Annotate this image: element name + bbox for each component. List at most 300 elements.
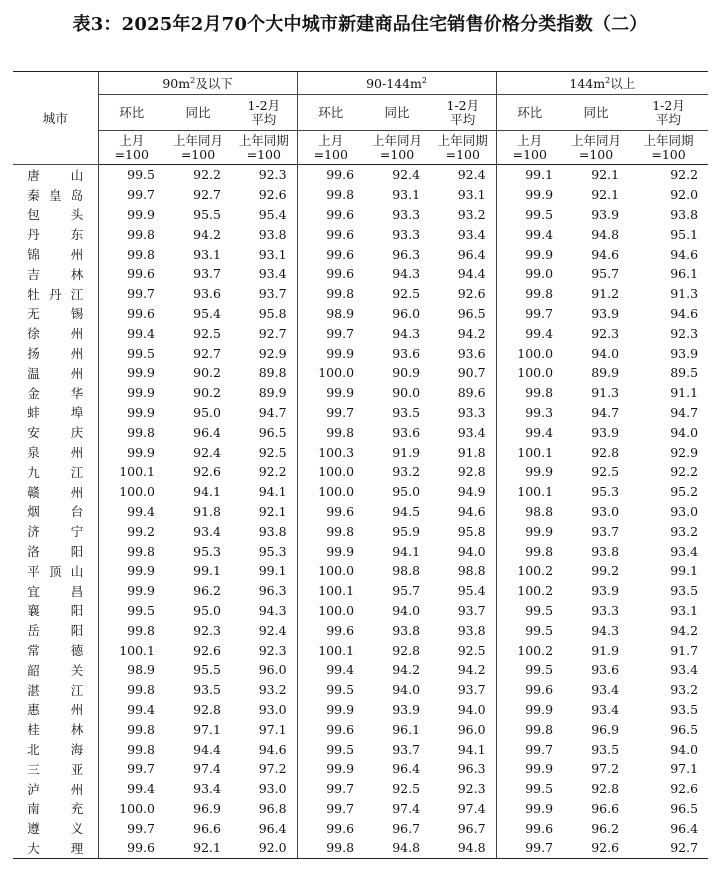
city-cell: [13, 700, 98, 720]
index-value-cell: 95.3: [591, 484, 620, 500]
index-value-cell: 99.9: [496, 799, 563, 819]
index-value-cell: 94.2: [670, 622, 699, 638]
city-cell: [13, 284, 98, 304]
index-value-cell: 99.7: [297, 323, 364, 343]
index-value-cell: 93.9: [591, 305, 620, 321]
index-value-cell: 93.0: [591, 503, 620, 519]
index-value-cell: 94.7: [258, 404, 287, 420]
index-value-cell: 96.4: [392, 761, 421, 777]
table-row: [13, 165, 708, 185]
base-period: 上月: [517, 132, 543, 148]
index-value-cell: 99.8: [297, 284, 364, 304]
city-cell: [13, 561, 98, 581]
city-name: 南 充: [27, 801, 84, 817]
index-value-cell: 94.0: [591, 345, 620, 361]
index-value-cell: 96.1: [670, 266, 699, 282]
city-cell: [13, 739, 98, 759]
table-row: [13, 482, 708, 502]
index-value-cell: 92.6: [563, 838, 629, 858]
index-value-cell: 99.9: [98, 403, 165, 423]
index-value-cell: 99.2: [591, 563, 620, 579]
index-value-cell: 99.6: [297, 502, 364, 522]
index-value-cell: 93.8: [258, 226, 287, 242]
index-value-cell: 94.4: [457, 266, 486, 282]
subcolumn-name: 环比: [119, 104, 145, 120]
index-value-cell: 100.1: [297, 640, 364, 660]
city-name: 遵 义: [27, 821, 84, 837]
index-value-cell: 99.6: [98, 838, 165, 858]
city-cell: [13, 620, 98, 640]
index-value-cell: 89.8: [258, 365, 287, 381]
index-value-cell: 93.8: [258, 523, 287, 539]
index-value-cell: 99.1: [193, 563, 221, 579]
subcolumn-base: [563, 131, 629, 165]
index-value-cell: 96.8: [258, 800, 287, 816]
index-value-cell: 93.1: [392, 187, 421, 203]
table-row: [13, 343, 708, 363]
index-value-cell: 97.1: [258, 721, 287, 737]
table-body: [13, 165, 708, 859]
index-value-cell: 92.2: [193, 167, 221, 183]
city-cell: [13, 759, 98, 779]
city-cell: [13, 422, 98, 442]
city-name: 平顶山: [27, 563, 84, 579]
index-value-cell: 95.4: [258, 206, 287, 222]
index-value-cell: 92.6: [670, 781, 699, 797]
index-value-cell: 99.7: [496, 304, 563, 324]
index-value-cell: 96.0: [392, 305, 421, 321]
base-period: 上月: [318, 132, 344, 148]
group-header-small: [98, 72, 297, 95]
city-name: 宜 昌: [27, 583, 84, 599]
index-value-cell: 96.4: [258, 820, 287, 836]
index-value-cell: 94.0: [392, 602, 421, 618]
index-value-cell: 89.9: [258, 385, 287, 401]
index-value-cell: 100.0: [496, 343, 563, 363]
city-name: 无 锡: [27, 306, 84, 322]
index-value-cell: 90.2: [193, 385, 221, 401]
index-value-cell: 92.3: [258, 642, 287, 658]
index-value-cell: 95.7: [392, 583, 421, 599]
index-value-cell: 100.1: [98, 640, 165, 660]
index-value-cell: 99.1: [258, 563, 287, 579]
subcolumn-base: [231, 131, 297, 165]
index-value-cell: 100.0: [297, 482, 364, 502]
subcolumn-header: [496, 95, 563, 131]
subcolumn-name-row: [13, 95, 708, 131]
index-value-cell: 99.8: [98, 541, 165, 561]
index-value-cell: 94.6: [670, 305, 699, 321]
subcolumn-header: [629, 95, 708, 131]
base-value: =100: [313, 146, 348, 162]
index-value-cell: 99.9: [496, 521, 563, 541]
city-cell: [13, 680, 98, 700]
table-row: [13, 462, 708, 482]
base-value: =100: [180, 146, 216, 162]
index-value-cell: 99.1: [670, 563, 699, 579]
index-value-cell: 92.9: [258, 345, 287, 361]
city-cell: [13, 185, 98, 205]
index-value-cell: 99.9: [98, 383, 165, 403]
index-value-cell: 92.0: [670, 187, 699, 203]
table-row: [13, 581, 708, 601]
index-value-cell: 92.6: [258, 187, 287, 203]
index-value-cell: 100.1: [496, 482, 563, 502]
index-value-cell: 93.8: [457, 622, 486, 638]
index-value-cell: 96.5: [670, 800, 699, 816]
index-value-cell: 92.4: [193, 444, 221, 460]
index-value-cell: 96.0: [457, 721, 486, 737]
index-value-cell: 99.8: [496, 541, 563, 561]
table-row: [13, 323, 708, 343]
index-value-cell: 93.8: [670, 206, 699, 222]
index-value-cell: 92.5: [457, 642, 486, 658]
index-value-cell: 99.9: [496, 244, 563, 264]
index-value-cell: 94.8: [364, 838, 430, 858]
index-value-cell: 99.4: [496, 422, 563, 442]
index-value-cell: 92.7: [193, 345, 221, 361]
city-name: 韶 关: [27, 662, 84, 678]
group-label-sup: 2: [421, 75, 427, 85]
index-value-cell: 97.4: [193, 761, 221, 777]
index-value-cell: 91.3: [670, 286, 699, 302]
city-name: 常 德: [27, 643, 84, 659]
base-period: 上月: [119, 132, 145, 148]
index-value-cell: 96.7: [392, 820, 421, 836]
table-row: [13, 205, 708, 225]
index-value-cell: 92.6: [193, 464, 221, 480]
city-name: 吉 林: [27, 266, 84, 282]
city-cell: [13, 165, 98, 185]
table-row: [13, 244, 708, 264]
index-value-cell: 99.8: [297, 521, 364, 541]
index-value-cell: 93.1: [193, 246, 221, 262]
index-value-cell: 95.0: [193, 404, 221, 420]
index-value-cell: 93.4: [258, 266, 287, 282]
index-value-cell: 92.5: [392, 781, 421, 797]
group-label: 90m: [162, 76, 191, 91]
table-row: [13, 620, 708, 640]
index-value-cell: 92.6: [193, 642, 221, 658]
index-value-cell: 95.8: [258, 305, 287, 321]
table-row: [13, 799, 708, 819]
index-value-cell: 100.2: [496, 581, 563, 601]
index-value-cell: 94.0: [670, 424, 699, 440]
index-value-cell: 94.6: [457, 503, 486, 519]
index-value-cell: 92.5: [193, 325, 221, 341]
index-value-cell: 99.8: [496, 383, 563, 403]
index-value-cell: 93.0: [670, 503, 699, 519]
index-value-cell: 92.7: [629, 838, 708, 858]
index-value-cell: 92.3: [670, 325, 699, 341]
subcolumn-name: 环比: [517, 104, 543, 120]
city-cell: [13, 502, 98, 522]
base-value: =100: [651, 146, 686, 162]
index-value-cell: 100.0: [98, 799, 165, 819]
index-value-cell: 100.1: [496, 442, 563, 462]
table-row: [13, 818, 708, 838]
index-value-cell: 94.7: [591, 404, 620, 420]
index-value-cell: 89.9: [591, 365, 620, 381]
index-value-cell: 93.4: [193, 523, 221, 539]
index-value-cell: 99.7: [496, 739, 563, 759]
index-value-cell: 91.8: [193, 503, 221, 519]
index-value-cell: 94.0: [457, 543, 486, 559]
index-value-cell: 92.3: [193, 622, 221, 638]
base-period: 上年同期: [437, 132, 488, 148]
index-value-cell: 99.6: [297, 205, 364, 225]
city-name: 岳 阳: [27, 623, 84, 639]
index-value-cell: 93.7: [392, 741, 421, 757]
index-value-cell: 99.8: [98, 422, 165, 442]
index-value-cell: 92.9: [670, 444, 699, 460]
index-value-cell: 93.3: [591, 602, 620, 618]
index-value-cell: 96.3: [258, 583, 287, 599]
table-row: [13, 680, 708, 700]
index-value-cell: 99.6: [297, 224, 364, 244]
city-name: 济 宁: [27, 524, 84, 540]
base-value: =100: [114, 146, 149, 162]
index-value-cell: 90.2: [193, 365, 221, 381]
city-name: 桂 林: [27, 722, 84, 738]
subcolumn-name: 1-2月: [247, 97, 281, 113]
city-cell: [13, 224, 98, 244]
index-value-cell: 92.7: [193, 187, 221, 203]
subcolumn-name-line2: 平均: [251, 111, 277, 127]
index-value-cell: 99.7: [98, 185, 165, 205]
table-row: [13, 700, 708, 720]
table-row: [13, 759, 708, 779]
table-row: [13, 838, 708, 858]
group-label-sup: 2: [190, 76, 196, 85]
index-value-cell: 98.9: [297, 304, 364, 324]
subcolumn-header: [98, 95, 165, 131]
index-value-cell: 97.1: [670, 761, 699, 777]
index-value-cell: 92.2: [258, 464, 287, 480]
index-value-cell: 93.4: [591, 682, 620, 698]
index-value-cell: 97.1: [193, 721, 221, 737]
group-header-medium: [297, 72, 496, 95]
table-row: [13, 363, 708, 383]
index-value-cell: 100.0: [297, 462, 364, 482]
index-value-cell: 92.2: [670, 167, 699, 183]
group-label-sup: 2: [605, 76, 611, 85]
index-value-cell: 97.2: [591, 761, 620, 777]
index-value-cell: 93.2: [670, 523, 699, 539]
index-value-cell: 93.9: [591, 206, 620, 222]
group-label: 90-144m: [366, 75, 422, 91]
city-name: 包 头: [27, 207, 84, 223]
index-value-cell: 99.8: [98, 244, 165, 264]
base-period: 上年同月: [571, 132, 622, 148]
index-value-cell: 94.2: [457, 662, 486, 678]
index-value-cell: 99.8: [98, 224, 165, 244]
index-value-cell: 94.1: [193, 484, 221, 500]
city-name: 蚌 埠: [27, 405, 84, 421]
index-value-cell: 94.6: [591, 246, 620, 262]
index-value-cell: 93.5: [670, 701, 699, 717]
index-value-cell: 91.3: [591, 385, 620, 401]
index-value-cell: 92.5: [591, 464, 620, 480]
index-value-cell: 98.8: [457, 563, 486, 579]
table-row: [13, 601, 708, 621]
base-value: =100: [379, 146, 415, 162]
index-value-cell: 99.7: [297, 403, 364, 423]
index-value-cell: 93.6: [193, 286, 221, 302]
index-value-cell: 99.9: [98, 581, 165, 601]
index-value-cell: 95.0: [193, 602, 221, 618]
group-label-tail: 以上: [610, 76, 636, 91]
index-value-cell: 93.3: [392, 206, 421, 222]
table-row: [13, 185, 708, 205]
index-value-cell: 94.2: [193, 226, 221, 242]
index-value-cell: 93.4: [670, 543, 699, 559]
index-value-cell: 92.3: [591, 325, 620, 341]
table-row: [13, 739, 708, 759]
index-value-cell: 99.7: [297, 779, 364, 799]
index-value-cell: 92.3: [457, 781, 486, 797]
index-value-cell: 99.5: [297, 680, 364, 700]
index-value-cell: 95.9: [392, 523, 421, 539]
index-value-cell: 96.4: [670, 820, 699, 836]
index-value-cell: 92.0: [231, 838, 297, 858]
index-value-cell: 99.4: [496, 323, 563, 343]
subcolumn-base: [430, 131, 496, 165]
index-value-cell: 92.7: [258, 325, 287, 341]
base-value: =100: [246, 146, 281, 162]
city-name: 烟 台: [27, 504, 84, 520]
city-header-label: 城市: [42, 111, 68, 126]
city-name: 北 海: [27, 742, 84, 757]
index-value-cell: 93.2: [457, 206, 486, 222]
index-value-cell: 98.9: [98, 660, 165, 680]
index-value-cell: 99.9: [297, 759, 364, 779]
table-row: [13, 383, 708, 403]
index-value-cell: 96.5: [670, 721, 699, 737]
index-value-cell: 97.4: [457, 800, 486, 816]
index-value-cell: 93.6: [591, 662, 620, 678]
index-value-cell: 99.4: [98, 779, 165, 799]
index-value-cell: 93.5: [591, 741, 620, 757]
city-cell: [13, 818, 98, 838]
city-name: 秦皇岛: [27, 187, 84, 203]
subcolumn-base-row: [13, 131, 708, 165]
city-name: 温 州: [27, 365, 84, 381]
city-name: 九 江: [27, 464, 84, 480]
index-value-cell: 94.8: [591, 226, 620, 242]
index-value-cell: 99.4: [496, 224, 563, 244]
index-value-cell: 99.5: [496, 205, 563, 225]
index-value-cell: 94.8: [430, 838, 496, 858]
city-name: 惠 州: [27, 702, 84, 718]
index-value-cell: 93.5: [193, 682, 221, 698]
city-name: 丹 东: [27, 227, 84, 243]
price-index-table: [13, 71, 708, 859]
index-value-cell: 96.2: [193, 583, 221, 599]
index-value-cell: 93.9: [670, 345, 699, 361]
index-value-cell: 94.5: [392, 503, 421, 519]
index-value-cell: 99.9: [98, 442, 165, 462]
city-name: 牡丹江: [27, 286, 84, 302]
subcolumn-header: [297, 95, 364, 131]
subcolumn-header: [165, 95, 231, 131]
index-value-cell: 94.0: [457, 701, 486, 717]
index-value-cell: 92.6: [457, 286, 486, 302]
city-cell: [13, 601, 98, 621]
index-value-cell: 100.1: [297, 581, 364, 601]
index-value-cell: 93.8: [591, 543, 620, 559]
city-name: 赣 州: [27, 484, 84, 500]
index-value-cell: 99.9: [496, 759, 563, 779]
city-cell: [13, 640, 98, 660]
index-value-cell: 99.6: [297, 620, 364, 640]
index-value-cell: 93.6: [457, 345, 486, 361]
table-row: [13, 264, 708, 284]
index-value-cell: 90.7: [457, 365, 486, 381]
group-label-tail: 及以下: [195, 76, 233, 91]
index-value-cell: 92.1: [258, 503, 287, 519]
index-value-cell: 93.3: [457, 404, 486, 420]
index-value-cell: 96.4: [457, 246, 486, 262]
index-value-cell: 96.0: [258, 662, 287, 678]
index-value-cell: 92.8: [193, 701, 221, 717]
index-value-cell: 94.3: [392, 266, 421, 282]
index-value-cell: 99.9: [98, 205, 165, 225]
index-value-cell: 96.3: [392, 246, 421, 262]
index-value-cell: 93.5: [670, 583, 699, 599]
index-value-cell: 100.1: [98, 462, 165, 482]
index-value-cell: 99.3: [496, 403, 563, 423]
index-value-cell: 95.3: [193, 543, 221, 559]
index-value-cell: 94.3: [258, 602, 287, 618]
index-value-cell: 99.5: [297, 739, 364, 759]
city-cell: [13, 264, 98, 284]
table-row: [13, 403, 708, 423]
table-title: 表3：2025年2月70个大中城市新建商品住宅销售价格分类指数（二）: [72, 14, 648, 35]
index-value-cell: 93.9: [591, 583, 620, 599]
city-name: 泸 州: [27, 781, 84, 797]
index-value-cell: 99.9: [297, 700, 364, 720]
table-row: [13, 224, 708, 244]
index-value-cell: 94.0: [670, 741, 699, 757]
index-value-cell: 95.7: [591, 266, 620, 282]
index-value-cell: 93.8: [392, 622, 421, 638]
city-cell: [13, 660, 98, 680]
index-value-cell: 95.5: [193, 662, 221, 678]
index-value-cell: 99.7: [496, 838, 563, 858]
index-value-cell: 92.4: [392, 167, 421, 183]
index-value-cell: 93.6: [392, 345, 421, 361]
index-value-cell: 99.9: [98, 561, 165, 581]
subcolumn-header: [430, 95, 496, 131]
index-value-cell: 94.1: [392, 543, 421, 559]
city-name: 襄 阳: [27, 603, 84, 619]
index-value-cell: 91.9: [392, 444, 421, 460]
index-value-cell: 99.5: [98, 165, 165, 185]
city-cell: [13, 482, 98, 502]
subcolumn-base: [98, 131, 165, 165]
index-value-cell: 98.8: [496, 502, 563, 522]
index-value-cell: 93.1: [258, 246, 287, 262]
index-value-cell: 100.2: [496, 640, 563, 660]
index-value-cell: 96.6: [591, 800, 620, 816]
index-value-cell: 99.8: [98, 739, 165, 759]
subcolumn-name: 环比: [318, 104, 344, 120]
index-value-cell: 93.2: [258, 682, 287, 698]
index-value-cell: 93.7: [193, 266, 221, 282]
city-name: 洛 阳: [27, 544, 84, 560]
index-value-cell: 100.2: [496, 561, 563, 581]
